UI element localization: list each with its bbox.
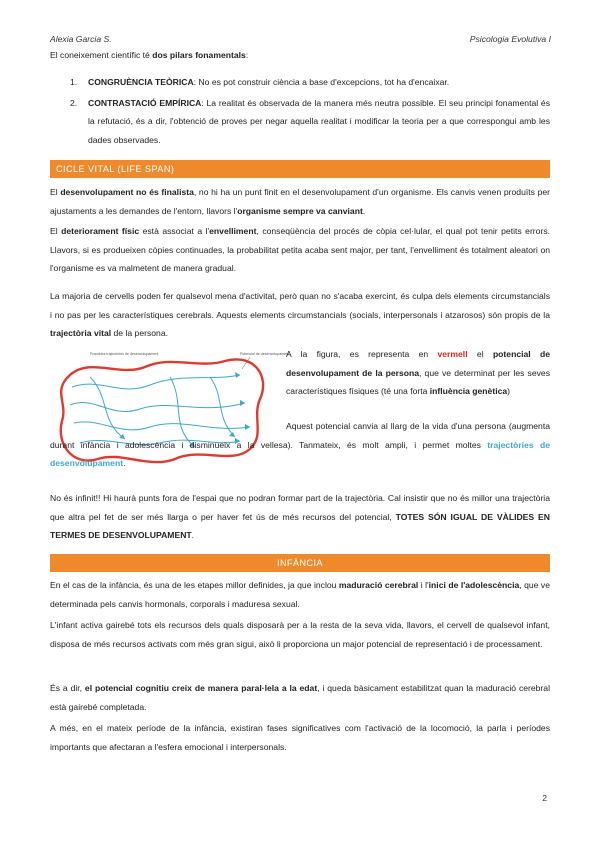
paragraph: La majoria de cervells poden fer qualsevol mena d'activitat, però quan no s'acaba exercint, és culpa dels elements circumstancials i no pas per les característiques cerebrals. Aquests elements circumstancials (socials, interpersonals i atzarosos) són propis de la trajectòria vital de la persona. [50, 291, 550, 338]
list-item: 2. CONTRASTACIÓ EMPÍRICA: La realitat és observada de la manera més neutra possible. El seu principi fonamental és la refutació, és a dir, l'obtenció de proves per negar aquella realitat i modificar la teoria per a que correspongui amb les dades observades. [70, 97, 550, 145]
paragraph: A més, en el mateix període de la infància, existiran fases significatives com l'activació de la locomoció, la parla i períodes importants que afectaran a l'esfera emocional i interpersonals. [50, 723, 550, 752]
figure-description: A la figura, es representa en vermell el potencial de desenvolupament de la persona, que ve determinat per les seves característiques físiques (té una forta influència genètica) [286, 349, 551, 396]
section-heading-cicle-vital: CICLE VITAL (LIFE SPAN) [50, 160, 550, 178]
intro-paragraph: El coneixement científic té dos pilars fonamentals: [50, 50, 249, 60]
header-subject: Psicologia Evolutiva I [469, 34, 551, 44]
paragraph: És a dir, el potencial cognitiu creix de manera paral·lela a la edat, i queda bàsicament estabilitzat quan la maduració cerebral està gairebé completada. [50, 683, 550, 712]
page-number: 2 [542, 793, 547, 803]
paragraph: L'infant activa gairebé tots els recursos dels quals disposarà per a la resta de la seva vida, llavors, el cervell de qualsevol infant, disposa de més recursos activats com més gran sigui, això li proporciona un major potencial de representació i de processament. [50, 620, 550, 649]
paragraph: Aquest potencial canvia al llarg de la vida d'una persona (augmenta durant infància i adolescència i disminueix a la vellesa). Tanmateix, és molt ampli, i permet moltes trajectòries de desenvolupament. [50, 421, 550, 468]
figure-label-trajectories: Possibles trajectòries de desenvolupament [90, 352, 159, 356]
paragraph: No és infinit!! Hi haurà punts fora de l'espai que no podran formar part de la trajectòria. Cal insistir que no és millor una trajectòria que altra pel fet de ser més llarga o per haver fet ús de més recursos del potencial, TOTES SÓN IGUAL DE VÀLIDES EN TERMES DE DESENVOLUPAMENT. [50, 493, 550, 540]
section-heading-infancia: INFÀNCIA [50, 554, 550, 572]
paragraph: El deteriorament físic està associat a l'envelliment, conseqüència del procés de còpia cel·lular, el qual pot tenir petits errors. Llavors, si es produeixen còpies continuades, la probabilitat petita acaba sent major, per tant, l'envelliment és totalment aleatori on l'organisme es va malmetent de manera gradual. [50, 226, 550, 273]
figure-label-potential: Potencial de desenvolupament [240, 352, 290, 356]
list-item: 1. CONGRUÈNCIA TEÒRICA: No es pot construir ciència a base d'excepcions, tot ha d'encaixar. [70, 77, 450, 87]
paragraph: El desenvolupament no és finalista, no hi ha un punt finit en el desenvolupament d'un organisme. Els canvis venen produïts per ajustaments a les demandes de l'entorn, llavors l'organisme sempre va canviant. [50, 187, 551, 216]
pillars-list [50, 73, 550, 149]
header-author: Alexia Garcia S. [50, 34, 112, 44]
paragraph: En el cas de la infància, és una de les etapes millor definides, ja que inclou maduració cerebral i l'inici de l'adolescència, que ve determinada pels canvis hormonals, corporals i maduresa sexual. [50, 580, 550, 609]
